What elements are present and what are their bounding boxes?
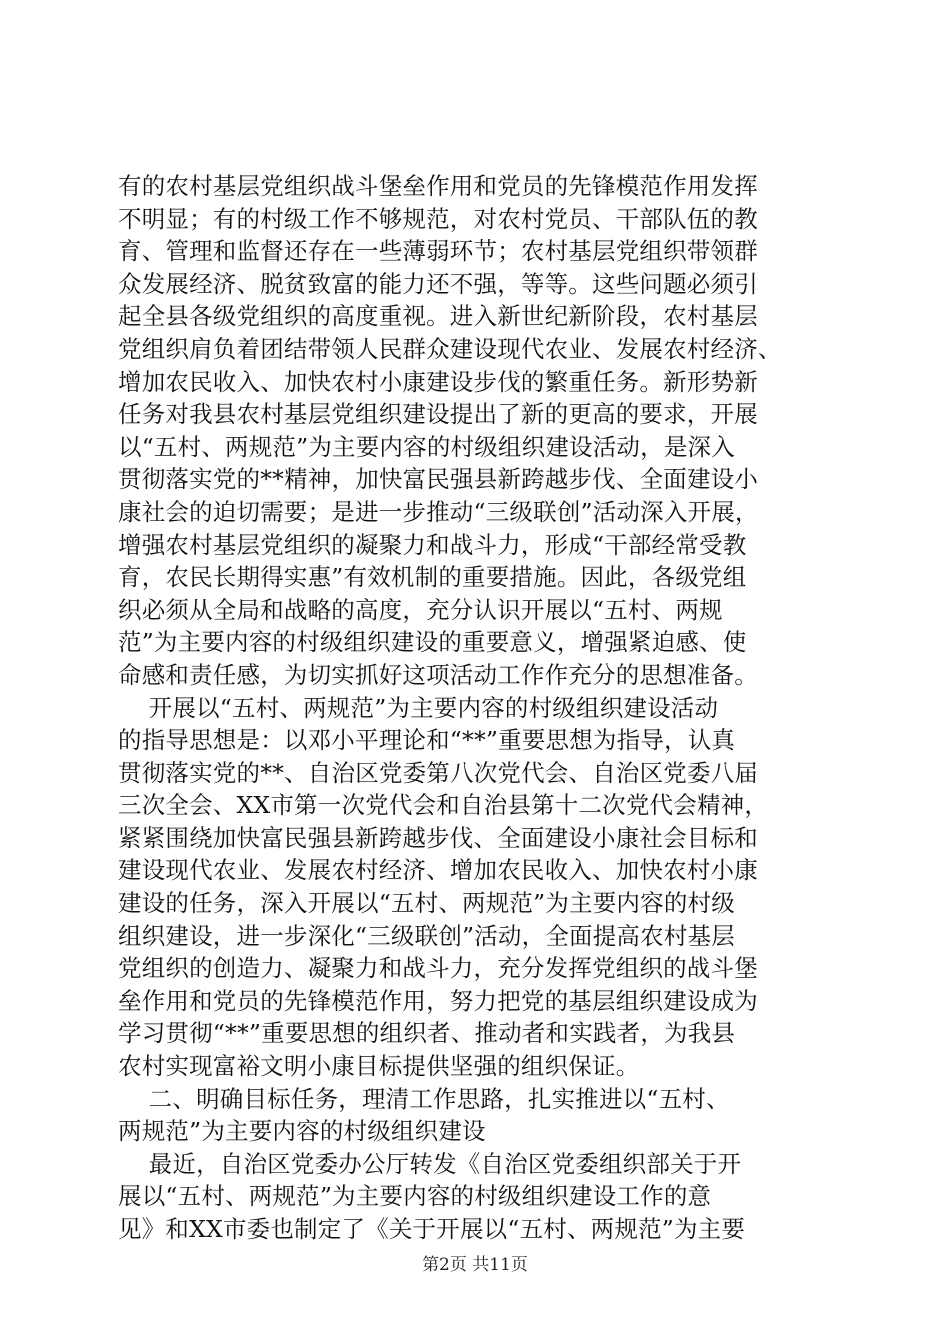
text-line: 组织建设，进一步深化“三级联创”活动，全面提高农村基层 [118, 921, 735, 950]
text-line: 见》和XX市委也制定了《关于开展以“五村、两规范”为主要 [118, 1215, 746, 1243]
text-line: 建设现代农业、发展农村经济、增加农民收入、加快农村小康 [118, 856, 758, 885]
text-line: 学习贯彻“**”重要思想的组织者、推动者和实践者，为我县 [118, 1019, 736, 1048]
text-line: 最近，自治区党委办公厅转发《自治区党委组织部关于开 [118, 1149, 742, 1178]
text-line: 展以“五村、两规范”为主要内容的村级组织建设工作的意 [118, 1182, 712, 1211]
document-body [118, 170, 844, 1246]
page-number-label: 第2页 共11页 [422, 1255, 528, 1275]
text-line: 的指导思想是：以邓小平理论和“**”重要思想为指导，认真 [118, 726, 736, 755]
text-line: 两规范”为主要内容的村级组织建设 [118, 1117, 486, 1146]
text-line: 二、明确目标任务，理清工作思路，扎实推进以“五村、 [118, 1084, 730, 1113]
text-line: 增强农村基层党组织的凝聚力和战斗力，形成“干部经常受教 [118, 530, 747, 559]
text-line: 垒作用和党员的先锋模范作用，努力把党的基层组织建设成为 [118, 986, 758, 1015]
text-line: 有的农村基层党组织战斗堡垒作用和党员的先锋模范作用发挥 [118, 172, 758, 200]
text-line: 育，农民长期得实惠”有效机制的重要措施。因此，各级党组 [118, 563, 747, 592]
text-line: 任务对我县农村基层党组织建设提出了新的更高的要求，开展 [118, 400, 758, 429]
text-line: 增加农民收入、加快农村小康建设步伐的繁重任务。新形势新 [118, 367, 758, 396]
text-line: 农村实现富裕文明小康目标提供坚强的组织保证。 [118, 1052, 640, 1081]
text-line: 康社会的迫切需要；是进一步推动“三级联创”活动深入开展， [118, 497, 759, 526]
page-footer [0, 1250, 950, 1275]
text-line: 贯彻落实党的**精神，加快富民强县新跨越步伐、全面建设小 [118, 465, 759, 494]
text-line: 紧紧围绕加快富民强县新跨越步伐、全面建设小康社会目标和 [118, 823, 758, 852]
text-line: 开展以“五村、两规范”为主要内容的村级组织建设活动 [118, 693, 719, 722]
text-line: 不明显；有的村级工作不够规范，对农村党员、干部队伍的教 [118, 204, 758, 233]
text-line: 命感和责任感，为切实抓好这项活动工作作充分的思想准备。 [118, 660, 758, 689]
text-line: 起全县各级党组织的高度重视。进入新世纪新阶段，农村基层 [118, 302, 758, 331]
text-line: 三次全会、XX市第一次党代会和自治县第十二次党代会精神， [118, 791, 769, 820]
text-line: 党组织的创造力、凝聚力和战斗力，充分发挥党组织的战斗堡 [118, 954, 758, 983]
text-line: 众发展经济、脱贫致富的能力还不强，等等。这些问题必须引 [118, 269, 758, 298]
text-line: 以“五村、两规范”为主要内容的村级组织建设活动，是深入 [118, 432, 735, 461]
text-line: 育、管理和监督还存在一些薄弱环节；农村基层党组织带领群 [118, 237, 758, 266]
text-line: 建设的任务，深入开展以“五村、两规范”为主要内容的村级 [118, 889, 735, 918]
text-line: 党组织肩负着团结带领人民群众建设现代农业、发展农村经济、 [118, 334, 782, 363]
text-line: 贯彻落实党的**、自治区党委第八次党代会、自治区党委八届 [118, 758, 759, 787]
text-line: 织必须从全局和战略的高度，充分认识开展以“五村、两规 [118, 595, 723, 624]
text-line: 范”为主要内容的村级组织建设的重要意义，增强紧迫感、使 [118, 628, 747, 657]
